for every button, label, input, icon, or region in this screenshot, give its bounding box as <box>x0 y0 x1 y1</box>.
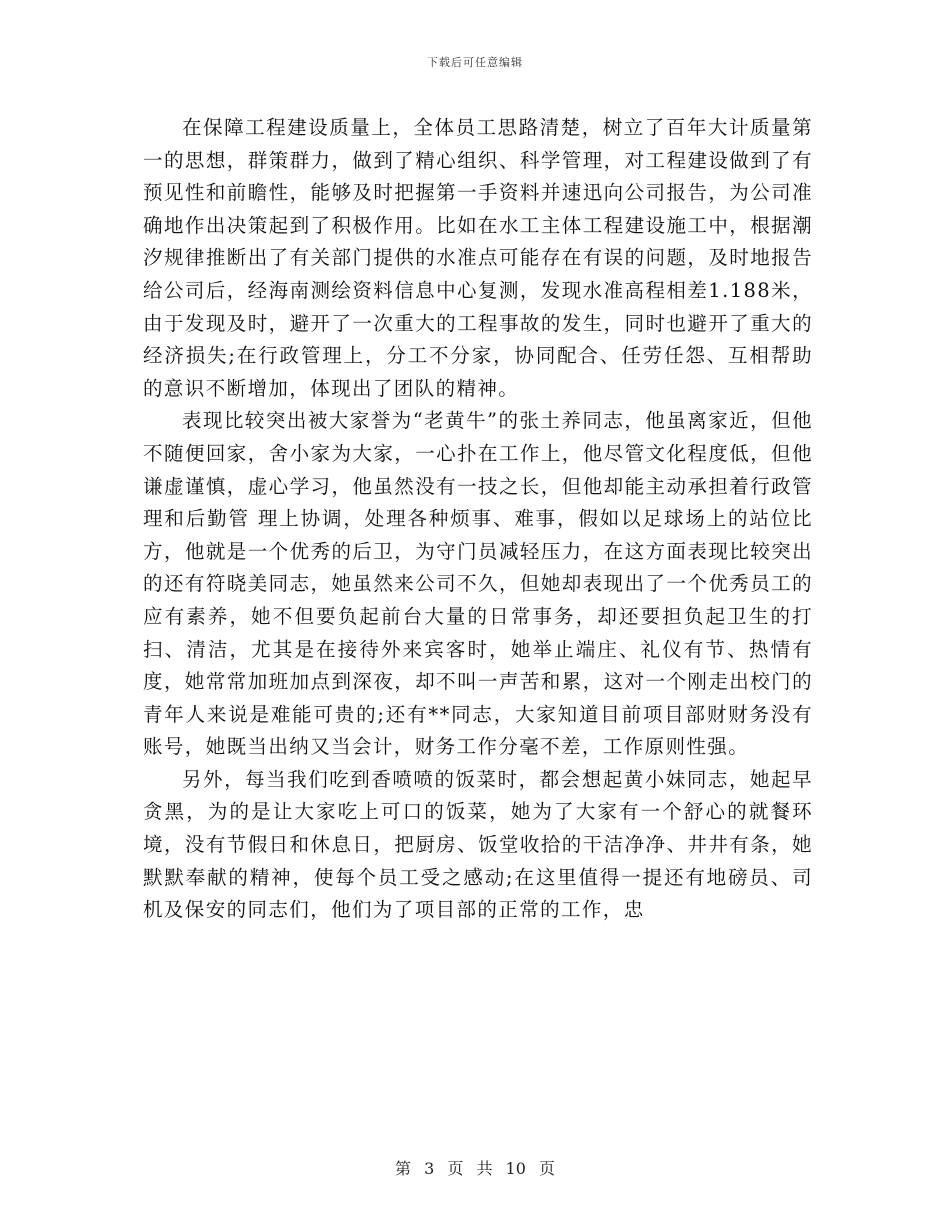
paragraph-quality: 在保障工程建设质量上，全体员工思路清楚，树立了百年大计质量第一的思想，群策群力，做到了精心组织、科学管理，对工程建设做到了有预见性和前瞻性，能够及时把握第一手资料并速迅向公司报告，为公司准确地作出决策起到了积极作用。比如在水工主体工程建设施工中，根据潮汐规律推断出了有关部门提供的水准点可能存在有误的问题，及时地报告给公司后，经海南测绘资料信息中心复测，发现水准高程相差1.188米，由于发现及时，避开了一次重大的工程事故的发生，同时也避开了重大的经济损失;在行政管理上，分工不分家，协同配合、任劳任怨、互相帮助的意识不断增加，体现出了团队的精神。 <box>143 116 813 400</box>
paragraph-staff-praise: 表现比较突出被大家誉为“老黄牛”的张土养同志，他虽离家近，但他不随便回家，舍小家为大家，一心扑在工作上，他尽管文化程度低，但他谦虚谨慎，虚心学习，他虽然没有一技之长，但他却能主动承担着行政管理和后勤管 理上协调，处理各种烦事、难事，假如以足球场上的站位比方，他就是一个优秀的后卫，为守门员减轻压力，在这方面表现比较突出的还有符晓美同志，她虽然来公司不久，但她却表现出了一个优秀员工的应有素养，她不但要负起前台大量的日常事务，却还要担负起卫生的打扫、清洁，尤其是在接待外来宾客时，她举止端庄、礼仪有节、热情有度，她常常加班加点到深夜，却不叫一声苦和累，这对一个刚走出校门的青年人来说是难能可贵的;还有**同志，大家知道目前项目部财财务没有账号，她既当出纳又当会计，财务工作分毫不差，工作原则性强。 <box>143 409 813 759</box>
document-body <box>143 112 813 927</box>
page-header: 下载后可任意编辑 <box>427 56 523 69</box>
paragraph-support-staff: 另外，每当我们吃到香喷喷的饭菜时，都会想起黄小妹同志，她起早贪黑，为的是让大家吃上可口的饭菜，她为了大家有一个舒心的就餐环境，没有节假日和休息日，把厨房、饭堂收拾的干洁净净、井井有条，她默默奉献的精神，使每个员工受之感动;在这里值得一提还有地磅员、司机及保安的同志们，他们为了项目部的正常的工作，忠 <box>143 767 813 922</box>
page-footer: 第 3 页 共 10 页 <box>395 1159 555 1178</box>
